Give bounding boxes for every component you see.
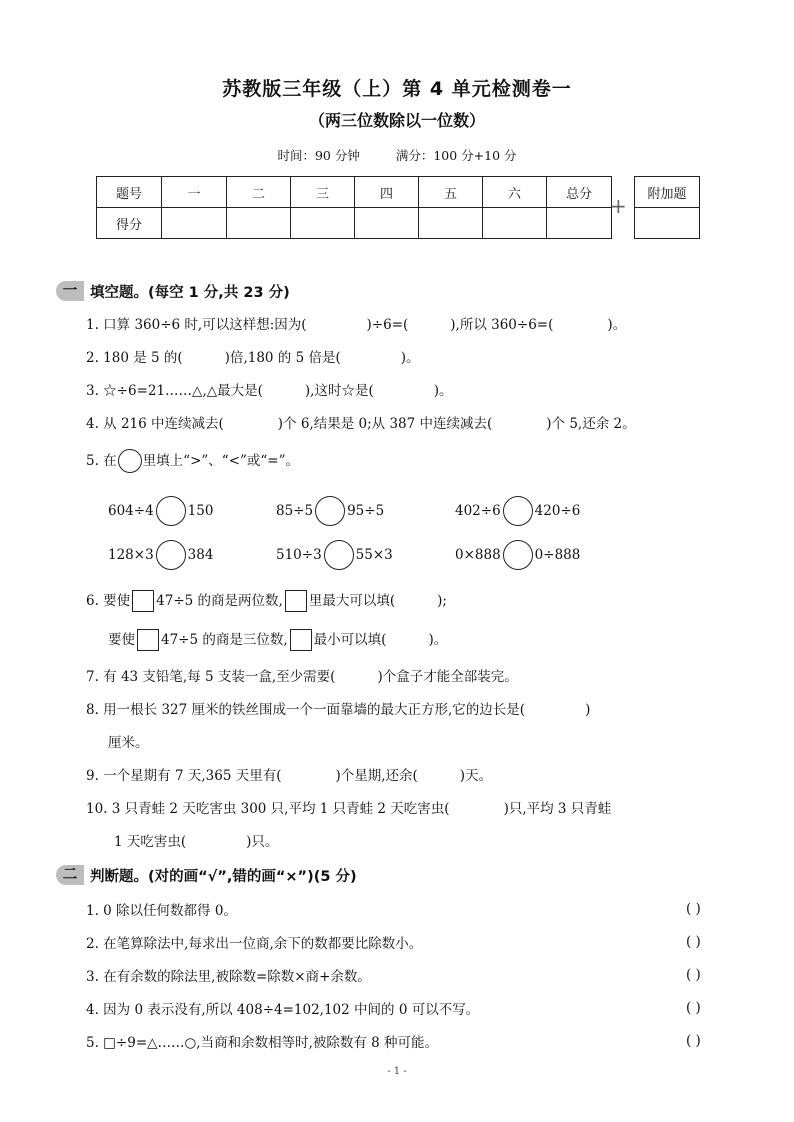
exam-meta xyxy=(0,146,794,164)
q-text: )只,平均 3 只青蛙 xyxy=(503,801,612,817)
question-1-1 xyxy=(86,315,626,335)
compare-left: 85÷5 xyxy=(276,503,314,519)
section-2-heading xyxy=(56,864,357,886)
score-table xyxy=(96,176,612,239)
compare-right: 420÷6 xyxy=(534,503,581,519)
compare-circle[interactable] xyxy=(156,540,186,570)
score-header-cell: 四 xyxy=(355,177,419,208)
score-cell[interactable] xyxy=(355,208,419,239)
q-text: 3. ☆÷6=21……△,△最大是( xyxy=(86,383,263,399)
bonus-score-cell[interactable] xyxy=(635,208,700,239)
q-text: 最小可以填( xyxy=(313,632,387,648)
question-1-2 xyxy=(86,348,420,368)
score-header-cell: 二 xyxy=(227,177,291,208)
exam-score: 满分：100 分+10 分 xyxy=(395,148,517,163)
q-text: )个 5,还余 2。 xyxy=(546,416,636,432)
q-text: )÷6=( xyxy=(366,317,409,333)
question-1-8-cont: 厘米。 xyxy=(108,735,149,751)
compare-circle[interactable] xyxy=(156,496,186,526)
question-1-6b xyxy=(108,629,447,651)
compare-right: 95÷5 xyxy=(347,503,385,519)
compare-circle[interactable] xyxy=(324,540,354,570)
section-1-title: 填空题。(每空 1 分,共 23 分) xyxy=(90,284,290,301)
q-text: 2. 180 是 5 的( xyxy=(86,350,183,366)
judge-item-2: 2. 在笔算除法中,每求出一位商,余下的数都要比除数小。 xyxy=(86,936,423,952)
compare-circle[interactable] xyxy=(315,496,345,526)
q-text: 10. 3 只青蛙 2 天吃害虫 300 只,平均 1 只青蛙 2 天吃害虫( xyxy=(86,801,450,817)
digit-box[interactable] xyxy=(137,629,159,651)
q-text: )倍,180 的 5 倍是( xyxy=(224,350,341,366)
compare-right: 150 xyxy=(187,503,214,519)
compare-item-2 xyxy=(276,496,384,526)
page-subtitle: （两三位数除以一位数） xyxy=(308,111,485,130)
compare-right: 384 xyxy=(187,547,214,563)
score-header-cell: 总分 xyxy=(547,177,612,208)
score-cell[interactable] xyxy=(547,208,612,239)
q-text: )。 xyxy=(433,383,453,399)
q-text: 1 天吃害虫( xyxy=(114,834,187,850)
compare-left: 402÷6 xyxy=(455,503,501,519)
q-text: 要使 xyxy=(108,632,135,648)
question-1-4 xyxy=(86,414,636,434)
judge-answer-paren[interactable]: ( ) xyxy=(686,934,701,950)
compare-item-5 xyxy=(276,540,393,570)
exam-time: 时间：90 分钟 xyxy=(277,148,360,163)
q-text: ); xyxy=(437,593,447,609)
judge-item-1: 1. 0 除以任何数都得 0。 xyxy=(86,903,237,919)
judge-answer-paren[interactable]: ( ) xyxy=(686,967,701,983)
digit-box[interactable] xyxy=(132,590,154,612)
q-text: 8. 用一根长 327 厘米的铁丝围成一个一面靠墙的最大正方形,它的边长是( xyxy=(86,702,526,718)
compare-left: 510÷3 xyxy=(276,547,322,563)
score-header-cell: 六 xyxy=(483,177,547,208)
score-table-header-row xyxy=(97,177,612,208)
score-table-value-row xyxy=(97,208,612,239)
q-text: )个星期,还余( xyxy=(335,768,418,784)
q-text: )只。 xyxy=(246,834,279,850)
compare-left: 0×888 xyxy=(455,547,501,563)
q-text: )。 xyxy=(428,632,448,648)
page-title: 苏教版三年级（上）第 4 单元检测卷一 xyxy=(222,78,572,100)
section-1-heading xyxy=(56,280,290,302)
score-row-label: 得分 xyxy=(97,208,162,239)
q-text: )个 6,结果是 0;从 387 中连续减去( xyxy=(277,416,493,432)
judge-item-4: 4. 因为 0 表示没有,所以 408÷4=102,102 中间的 0 可以不写。 xyxy=(86,1002,480,1018)
q-text: 47÷5 的商是两位数, xyxy=(156,593,283,609)
q-text: 9. 一个星期有 7 天,365 天里有( xyxy=(86,768,282,784)
judge-answer-paren[interactable]: ( ) xyxy=(686,901,701,917)
question-1-3 xyxy=(86,381,453,401)
compare-right: 55×3 xyxy=(355,547,393,563)
score-header-cell: 五 xyxy=(419,177,483,208)
q-text: 47÷5 的商是三位数, xyxy=(161,632,288,648)
bonus-table xyxy=(634,176,700,239)
judge-answer-paren[interactable]: ( ) xyxy=(686,1033,701,1049)
score-cell[interactable] xyxy=(162,208,227,239)
q-text: 7. 有 43 支铅笔,每 5 支装一盒,至少需要( xyxy=(86,669,336,685)
q-text: 1. 口算 360÷6 时,可以这样想:因为( xyxy=(86,317,307,333)
q-text: 里填上“>”、“<”或“=”。 xyxy=(142,453,300,469)
q-text: ) xyxy=(585,702,591,718)
q-text: 6. 要使 xyxy=(86,593,131,609)
bonus-header: 附加题 xyxy=(635,177,700,208)
question-1-10-cont xyxy=(114,832,278,852)
score-cell[interactable] xyxy=(419,208,483,239)
question-1-8 xyxy=(86,700,590,720)
q-text: ),所以 360÷6=( xyxy=(450,317,554,333)
question-1-7 xyxy=(86,667,518,687)
score-cell[interactable] xyxy=(227,208,291,239)
judge-item-3: 3. 在有余数的除法里,被除数=除数×商+余数。 xyxy=(86,969,371,985)
compare-right: 0÷888 xyxy=(534,547,581,563)
q-text: )个盒子才能全部装完。 xyxy=(377,669,518,685)
question-1-9 xyxy=(86,766,492,786)
question-1-10 xyxy=(86,799,611,819)
compare-left: 604÷4 xyxy=(108,503,154,519)
score-cell[interactable] xyxy=(291,208,355,239)
section-1-number: 一 xyxy=(56,281,84,301)
plus-sign: + xyxy=(610,194,627,218)
q-text: )。 xyxy=(400,350,420,366)
score-header-cell: 题号 xyxy=(97,177,162,208)
compare-circle[interactable] xyxy=(503,540,533,570)
compare-item-4 xyxy=(108,540,213,570)
section-2-number: 二 xyxy=(56,865,84,885)
q-text: )。 xyxy=(607,317,627,333)
section-2-title: 判断题。(对的画“√”,错的画“×”)(5 分) xyxy=(90,868,357,885)
judge-answer-paren[interactable]: ( ) xyxy=(686,1000,701,1016)
score-header-cell: 一 xyxy=(162,177,227,208)
question-1-5 xyxy=(86,449,299,473)
square-icon xyxy=(285,590,307,612)
compare-circle[interactable] xyxy=(503,496,533,526)
judge-item-5: 5. □÷9=△……○,当商和余数相等时,被除数有 8 种可能。 xyxy=(86,1035,439,1051)
square-icon xyxy=(290,629,312,651)
q-text: 4. 从 216 中连续减去( xyxy=(86,416,224,432)
q-text: ),这时☆是( xyxy=(304,383,374,399)
question-1-6a xyxy=(86,590,447,612)
q-text: 里最大可以填( xyxy=(308,593,396,609)
page-number: - 1 - xyxy=(387,1066,407,1077)
score-cell[interactable] xyxy=(483,208,547,239)
score-header-cell: 三 xyxy=(291,177,355,208)
q-text: )天。 xyxy=(459,768,493,784)
compare-item-3 xyxy=(455,496,580,526)
compare-left: 128×3 xyxy=(108,547,154,563)
compare-item-6 xyxy=(455,540,580,570)
compare-item-1 xyxy=(108,496,213,526)
q-text: 5. 在 xyxy=(86,453,117,469)
circle-icon xyxy=(118,449,142,473)
